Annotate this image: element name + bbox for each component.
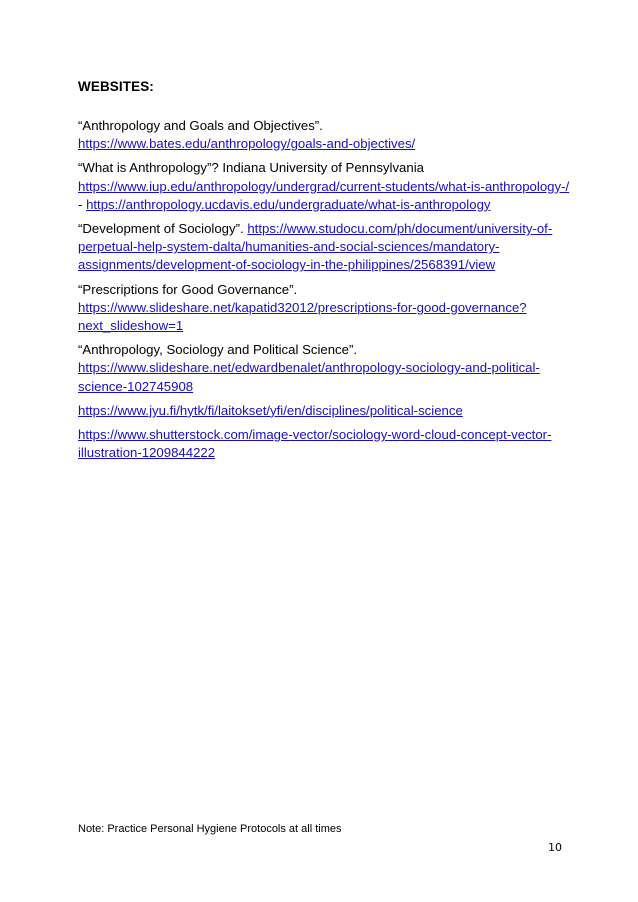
reference-link[interactable]: https://www.slideshare.net/kapatid32012/prescriptions-for-good-governance?next_slideshow=1 bbox=[78, 299, 527, 334]
link-separator: - bbox=[78, 196, 87, 212]
footer-note: Note: Practice Personal Hygiene Protocols at all times bbox=[78, 823, 342, 835]
reference-entry bbox=[78, 281, 578, 336]
reference-link[interactable]: https://www.iup.edu/anthropology/undergrad/current-students/what-is-anthropology-/ bbox=[78, 178, 570, 194]
section-heading: WEBSITES: bbox=[78, 79, 154, 94]
reference-title: “Anthropology, Sociology and Political Science”. bbox=[78, 342, 358, 358]
reference-link[interactable]: https://www.jyu.fi/hytk/fi/laitokset/yfi/en/disciplines/political-science bbox=[78, 402, 463, 418]
reference-link[interactable]: https://anthropology.ucdavis.edu/undergraduate/what-is-anthropology bbox=[86, 196, 491, 212]
references-list bbox=[78, 117, 578, 468]
reference-link[interactable]: https://www.slideshare.net/edwardbenalet/anthropology-sociology-and-political-science-102745908 bbox=[78, 360, 540, 394]
reference-title: “Development of Sociology”. bbox=[78, 221, 244, 237]
reference-link[interactable]: https://www.studocu.com/ph/document/university-of-perpetual-help-system-dalta/humanities-and-social-sciences/mandatory-assignments/development-of-sociology-in-the-philippines/2568391/view bbox=[78, 221, 553, 273]
reference-entry bbox=[78, 159, 578, 214]
page-number: 10 bbox=[548, 841, 562, 854]
reference-entry bbox=[78, 341, 578, 396]
reference-entry bbox=[78, 402, 578, 420]
reference-title: “Anthropology and Goals and Objectives”. bbox=[78, 118, 323, 133]
reference-entry bbox=[78, 426, 578, 462]
reference-title: “What is Anthropology”? Indiana University of Pennsylvania bbox=[78, 160, 424, 176]
reference-entry bbox=[78, 220, 578, 275]
reference-title: “Prescriptions for Good Governance”. bbox=[78, 281, 298, 297]
reference-entry bbox=[78, 117, 578, 153]
reference-link[interactable]: https://www.shutterstock.com/image-vector/sociology-word-cloud-concept-vector-illustration-1209844222 bbox=[78, 427, 552, 461]
reference-link[interactable]: https://www.bates.edu/anthropology/goals-and-objectives/ bbox=[78, 136, 416, 152]
